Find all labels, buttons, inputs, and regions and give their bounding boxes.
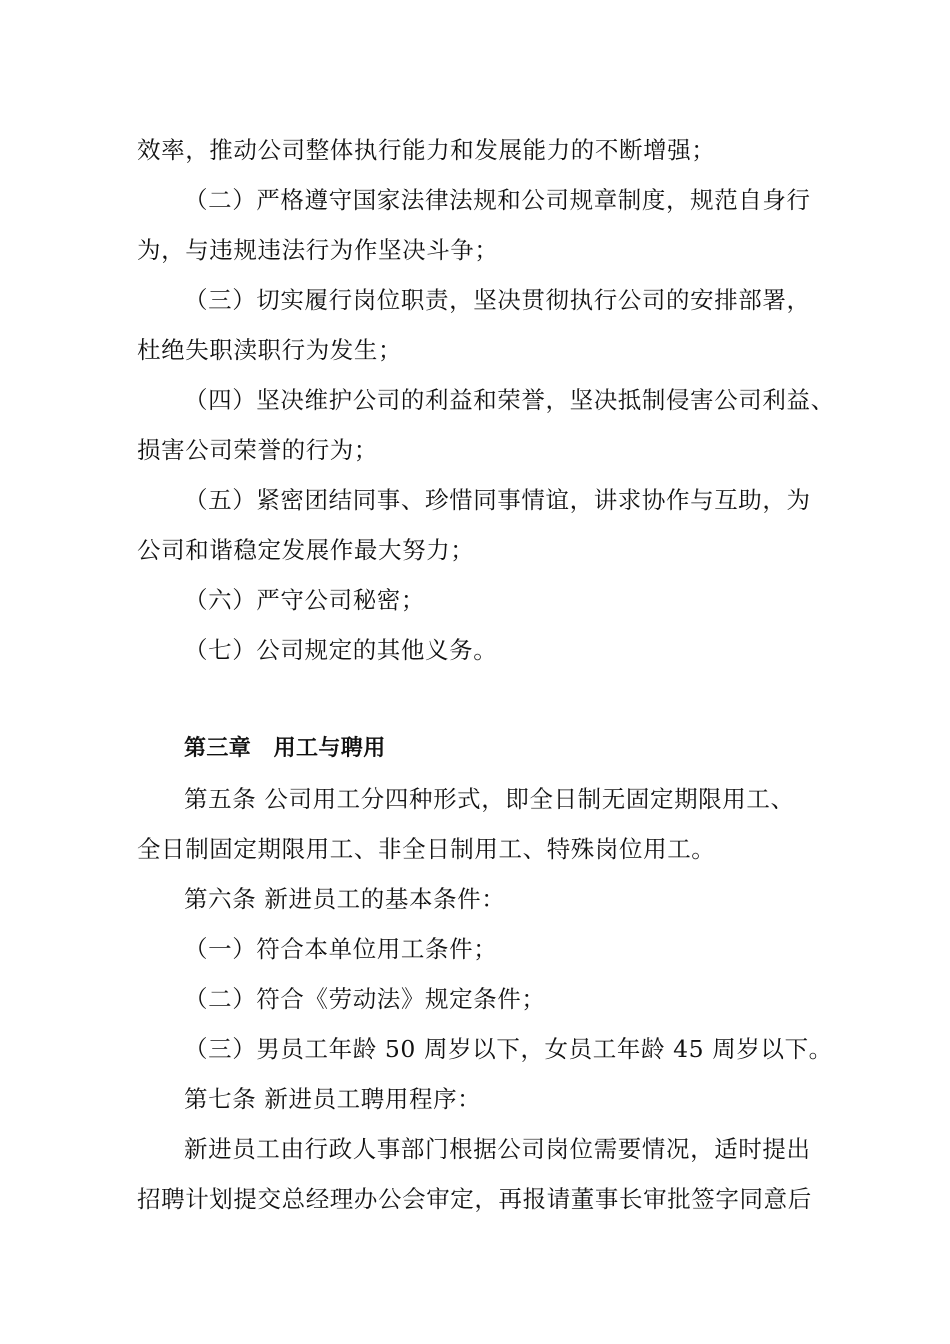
paragraph-line: （五）紧密团结同事、珍惜同事情谊，讲求协作与互助，为 (184, 486, 811, 514)
paragraph-line: 全日制固定期限用工、非全日制用工、特殊岗位用工。 (137, 835, 716, 863)
paragraph-line: 第五条 公司用工分四种形式，即全日制无固定期限用工、 (184, 785, 795, 813)
paragraph-line: （三）男员工年龄 50 周岁以下，女员工年龄 45 周岁以下。 (184, 1035, 833, 1063)
chapter-heading: 第三章 用工与聘用 (184, 736, 386, 761)
paragraph-line: 公司和谐稳定发展作最大努力； (137, 536, 475, 564)
paragraph-line: 第七条 新进员工聘用程序： (184, 1085, 482, 1113)
paragraph-line: （四）坚决维护公司的利益和荣誉，坚决抵制侵害公司利益、 (184, 386, 835, 414)
paragraph-line: 新进员工由行政人事部门根据公司岗位需要情况，适时提出 (184, 1135, 811, 1163)
paragraph-line: 损害公司荣誉的行为； (137, 436, 378, 464)
paragraph-line: （三）切实履行岗位职责，坚决贯彻执行公司的安排部署， (184, 286, 811, 314)
paragraph-line: （二）严格遵守国家法律法规和公司规章制度，规范自身行 (184, 186, 811, 214)
paragraph-line: （一）符合本单位用工条件； (184, 935, 498, 963)
paragraph-line: （七）公司规定的其他义务。 (184, 636, 498, 664)
paragraph-line: 招聘计划提交总经理办公会审定，再报请董事长审批签字同意后 (137, 1185, 812, 1213)
paragraph-line: 效率，推动公司整体执行能力和发展能力的不断增强； (137, 136, 716, 164)
paragraph-line: （二）符合《劳动法》规定条件； (184, 985, 546, 1013)
paragraph-line: 杜绝失职渎职行为发生； (137, 336, 403, 364)
paragraph-line: （六）严守公司秘密； (184, 586, 425, 614)
paragraph-line: 第六条 新进员工的基本条件： (184, 885, 506, 913)
paragraph-line: 为，与违规违法行为作坚决斗争； (137, 236, 499, 264)
